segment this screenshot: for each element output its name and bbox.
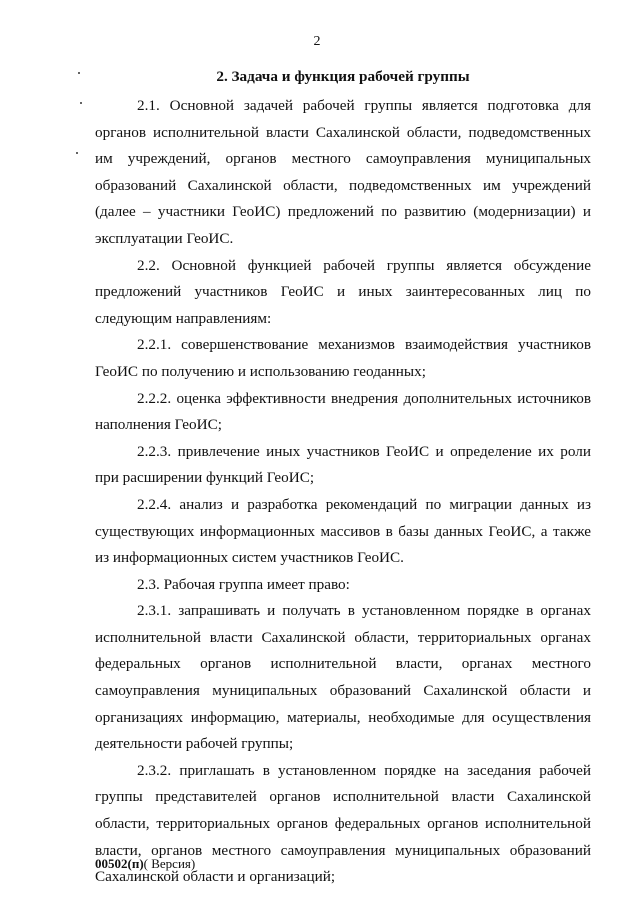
- scan-speck: [80, 102, 82, 104]
- body-text: [95, 93, 591, 891]
- scan-speck: [76, 152, 78, 154]
- paragraph-2-1: 2.1. Основной задачей рабочей группы является подготовка для органов исполнительной власти Сахалинской области, подведомственных им учреждений, органов местного самоуправления муниципальных образований Сахалинской области, подведомственных им учреждений (далее – участники ГеоИС) предложений по развитию (модернизации) и эксплуатации ГеоИС.: [95, 97, 591, 247]
- paragraph-2-2-2: 2.2.2. оценка эффективности внедрения дополнительных источников наполнения ГеоИС;: [95, 389, 591, 434]
- footer-version: ( Версия): [143, 856, 196, 871]
- paragraph-2-3-2: 2.3.2. приглашать в установленном порядке на заседания рабочей группы представителей органов исполнительной власти Сахалинской области, территориальных органов федеральных органов исполнительной власти, органов местного самоуправления муниципальных образований Сахалинской области и организаций;: [95, 761, 591, 886]
- scan-speck: [78, 72, 80, 74]
- paragraph-2-2-3: 2.2.3. привлечение иных участников ГеоИС и определение их роли при расширении функций ГеоИС;: [95, 442, 591, 487]
- document-footer: [95, 856, 195, 872]
- paragraph-2-2-4: 2.2.4. анализ и разработка рекомендаций по миграции данных из существующих информационных массивов в базы данных ГеоИС, а также из информационных систем участников ГеоИС.: [95, 495, 591, 567]
- paragraph-2-3-1: 2.3.1. запрашивать и получать в установленном порядке в органах исполнительной власти Сахалинской области, территориальных органах федеральных органов исполнительной власти, органах местного самоуправления муниципальных образований Сахалинской области и организациях информацию, материалы, необходимые для осуществления деятельности рабочей группы;: [95, 602, 591, 753]
- page-number: 2: [313, 34, 321, 49]
- section-heading: 2. Задача и функция рабочей группы: [216, 68, 470, 85]
- paragraph-2-2: 2.2. Основной функцией рабочей группы является обсуждение предложений участников ГеоИС и иных заинтересованных лиц по следующим направлениям:: [95, 256, 591, 327]
- paragraph-2-3: 2.3. Рабочая группа имеет право:: [137, 575, 350, 593]
- paragraph-2-2-1: 2.2.1. совершенствование механизмов взаимодействия участников ГеоИС по получению и использованию геоданных;: [95, 336, 591, 380]
- footer-code: 00502(п): [95, 856, 144, 871]
